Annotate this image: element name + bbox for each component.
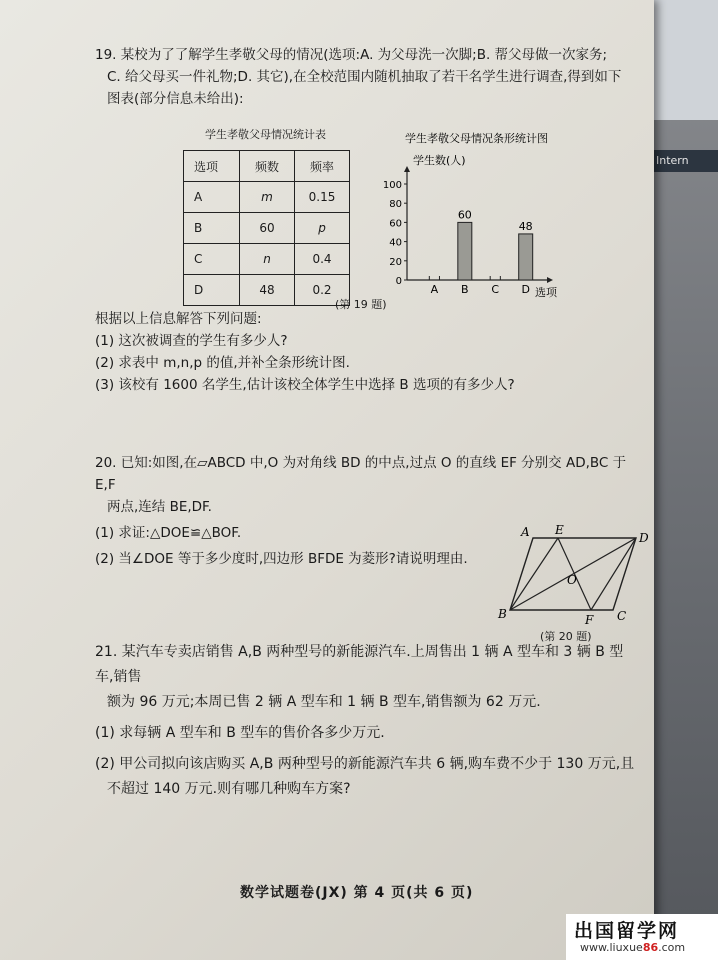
segment-df	[591, 538, 636, 610]
q20-stem-line1: 20. 已知:如图,在▱ABCD 中,O 为对角线 BD 的中点,过点 O 的直线 EF 分别交 AD,BC 于 E,F	[95, 455, 627, 493]
table-cell: B	[184, 213, 240, 244]
point-label-f: F	[585, 613, 594, 627]
table-row	[184, 244, 350, 275]
point-label-e: E	[555, 523, 564, 537]
bar-chart	[382, 128, 575, 302]
watermark-title: 出国留学网	[574, 920, 680, 942]
parallelogram-figure	[493, 520, 649, 627]
chart-y-tick-label: 100	[382, 180, 402, 191]
chart-data-label: 48	[518, 219, 533, 233]
point-label-b: B	[498, 607, 507, 621]
point-label-c: C	[617, 609, 627, 623]
watermark-logo	[566, 914, 718, 960]
q21-stem-line1: 21. 某汽车专卖店销售 A,B 两种型号的新能源汽车.上周售出 1 辆 A 型车和 3 辆 B 型车,销售	[95, 644, 624, 685]
chart-ylabel: 学生数(人)	[413, 154, 466, 167]
watermark-url-post: .com	[658, 941, 686, 954]
table-header-row	[184, 151, 350, 182]
table-row	[184, 275, 350, 306]
q19-sub1: (1) 这次被调查的学生有多少人?	[95, 333, 288, 349]
chart-y-arrow	[404, 166, 410, 172]
table-cell: p	[295, 213, 350, 244]
q21-stem-line2: 额为 96 万元;本周已售 2 辆 A 型车和 1 辆 B 型车,销售额为 62 万元.	[107, 694, 541, 710]
table-cell: m	[240, 182, 295, 213]
q20-sub2: (2) 当∠DOE 等于多少度时,四边形 BFDE 为菱形?请说明理由.	[95, 551, 468, 567]
watermark-url	[580, 941, 685, 954]
chart-x-tick-label: C	[491, 283, 500, 296]
monitor-screen	[645, 0, 718, 120]
stat-table-title: 学生孝敬父母情况统计表	[205, 128, 326, 141]
q19-sub2: (2) 求表中 m,n,p 的值,并补全条形统计图.	[95, 355, 350, 371]
table-header-cell: 频数	[240, 151, 295, 182]
chart-y-tick-label: 0	[395, 276, 402, 287]
q19-sub3: (3) 该校有 1600 名学生,估计该校全体学生中选择 B 选项的有多少人?	[95, 377, 515, 393]
watermark-url-pre: www.liuxue	[580, 941, 643, 954]
q19-intro: 根据以上信息解答下列问题:	[95, 311, 262, 327]
question-19	[95, 44, 635, 110]
chart-x-arrow	[547, 277, 553, 283]
watermark-url-num: 86	[642, 941, 659, 954]
point-label-a: A	[521, 525, 530, 539]
stat-table	[183, 150, 350, 306]
q19-stem-line2: C. 给父母买一件礼物;D. 其它),在全校范围内随机抽取了若干名学生进行调查,得到如下	[107, 69, 622, 85]
table-row	[184, 182, 350, 213]
table-cell: 48	[240, 275, 295, 306]
chart-x-tick-label: D	[521, 283, 530, 296]
figure-20-caption: (第 20 题)	[540, 630, 592, 643]
chart-y-tick-label: 20	[389, 256, 402, 268]
chart-bar	[519, 234, 533, 280]
chart-data-label: 60	[457, 208, 472, 222]
table-header-cell: 选项	[184, 151, 240, 182]
desk-background	[643, 0, 718, 960]
table-cell: 60	[240, 213, 295, 244]
q21-sub2-line1: (2) 甲公司拟向该店购买 A,B 两种型号的新能源汽车共 6 辆,购车费不少于 130 万元,且	[95, 756, 635, 772]
table-row	[184, 213, 350, 244]
q21-sub1: (1) 求每辆 A 型车和 B 型车的售价各多少万元.	[95, 725, 385, 741]
table-header-cell: 频率	[295, 151, 350, 182]
q19-stem-line3: 图表(部分信息未给出):	[107, 91, 244, 107]
bar-chart-svg	[382, 128, 575, 299]
table-cell: A	[184, 182, 240, 213]
table-cell: 0.2	[295, 275, 350, 306]
table-cell: C	[184, 244, 240, 275]
monitor-taskbar: Intern	[650, 150, 718, 172]
question-19-parts	[95, 308, 635, 396]
table-cell: n	[240, 244, 295, 275]
segment-be	[510, 538, 558, 610]
figure-19-caption: (第 19 题)	[335, 298, 387, 311]
chart-y-tick-label: 40	[389, 237, 402, 249]
question-21	[95, 640, 635, 802]
chart-y-tick-label: 60	[389, 218, 402, 230]
point-label-o: O	[567, 573, 577, 587]
q20-stem-line2: 两点,连结 BE,DF.	[107, 499, 212, 515]
table-cell: 0.4	[295, 244, 350, 275]
q19-stem-line1: 19. 某校为了了解学生孝敬父母的情况(选项:A. 为父母洗一次脚;B. 帮父母做一次家务;	[95, 47, 608, 63]
chart-y-tick-label: 80	[389, 199, 402, 211]
chart-bar	[458, 222, 472, 280]
geometry-svg	[493, 520, 649, 627]
q21-sub2-line2: 不超过 140 万元.则有哪几种购车方案?	[107, 781, 351, 797]
table-cell: D	[184, 275, 240, 306]
table-cell: 0.15	[295, 182, 350, 213]
chart-x-tick-label: B	[461, 283, 469, 296]
chart-xlabel: 选项	[535, 286, 557, 299]
chart-title: 学生孝敬父母情况条形统计图	[405, 132, 548, 145]
point-label-d: D	[639, 531, 649, 545]
q20-sub1: (1) 求证:△DOE≌△BOF.	[95, 525, 242, 541]
page-footer: 数学试题卷(JX) 第 4 页(共 6 页)	[240, 885, 474, 901]
chart-x-tick-label: A	[430, 283, 439, 296]
